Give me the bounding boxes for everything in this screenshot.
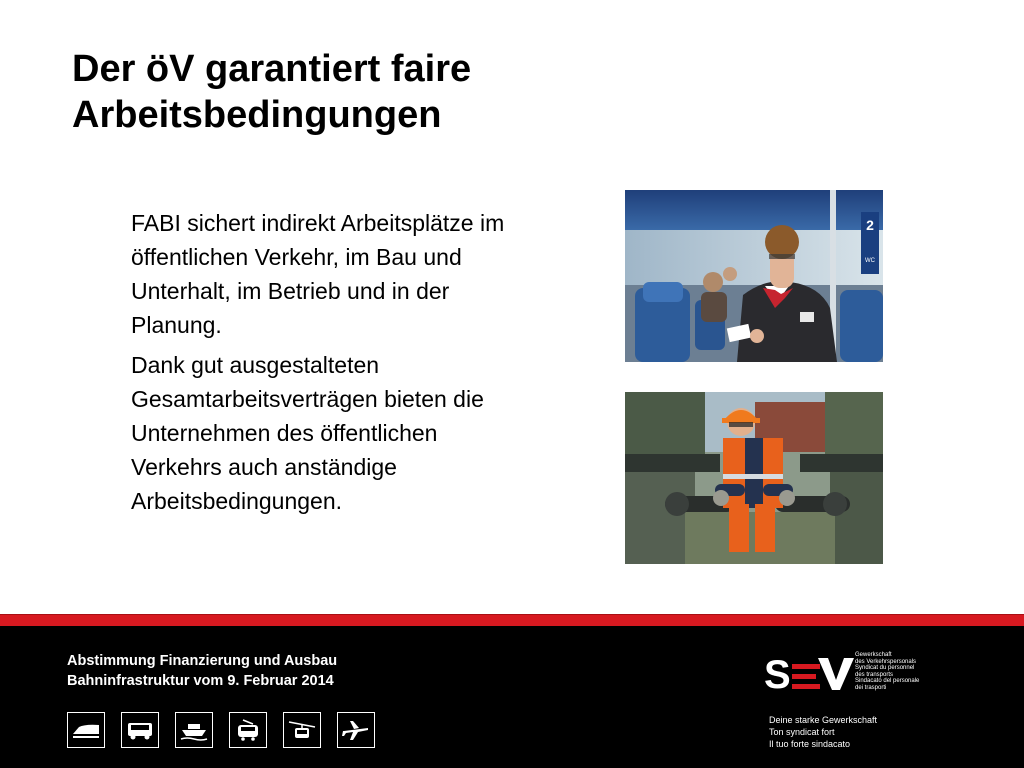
logo-line: dei trasporti: [855, 684, 887, 691]
sev-logo: [762, 650, 932, 696]
sev-logo-text: [855, 652, 935, 692]
paragraph-gav: Dank gut ausgestalteten Gesamtarbeitsverträgen bieten die Unternehmen des öffentlichen Verkehrs auch anständige Arbeitsbedingungen.: [131, 352, 484, 514]
footer-title-line-1: Abstimmung Finanzierung und Ausbau: [67, 653, 338, 669]
logo-line: Sindacato del personale: [855, 678, 920, 685]
transport-mode-icons: [67, 712, 375, 748]
boat-icon: [175, 712, 213, 748]
footer-title: [67, 651, 467, 691]
body-text: [131, 206, 511, 524]
train-icon: [67, 712, 105, 748]
logo-line: Gewerkschaft: [855, 652, 892, 658]
bus-icon: [121, 712, 159, 748]
track-worker-photo: [625, 392, 883, 564]
cable-car-icon: [283, 712, 321, 748]
slide-title: [72, 46, 672, 138]
tram-icon: [229, 712, 267, 748]
footer-title-line-2: Bahninfrastruktur vom 9. Februar 2014: [67, 673, 334, 689]
paragraph-fabi: FABI sichert indirekt Arbeitsplätze im öffentlichen Verkehr, im Bau und Unterhalt, im Betrieb und in der Planung.: [131, 210, 505, 338]
tagline-fr: Ton syndicat fort: [769, 727, 835, 737]
tagline: [769, 714, 969, 750]
airplane-icon: [337, 712, 375, 748]
svg-text:S: S: [764, 653, 788, 694]
logo-line: Syndicat du personnel: [855, 665, 915, 672]
slide-title-line-1: Der öV garantiert faire: [72, 48, 472, 90]
conductor-photo: [625, 190, 883, 362]
slide-title-line-2: Arbeitsbedingungen: [72, 94, 442, 136]
sev-wordmark: [762, 650, 854, 694]
footer: [0, 626, 1024, 768]
logo-line: des transports: [855, 671, 894, 678]
logo-line: des Verkehrspersonals: [855, 658, 917, 665]
tagline-it: Il tuo forte sindacato: [769, 739, 851, 749]
sign-wc: WC: [865, 258, 875, 264]
tagline-de: Deine starke Gewerkschaft: [769, 715, 878, 725]
sign-number: 2: [866, 217, 874, 233]
